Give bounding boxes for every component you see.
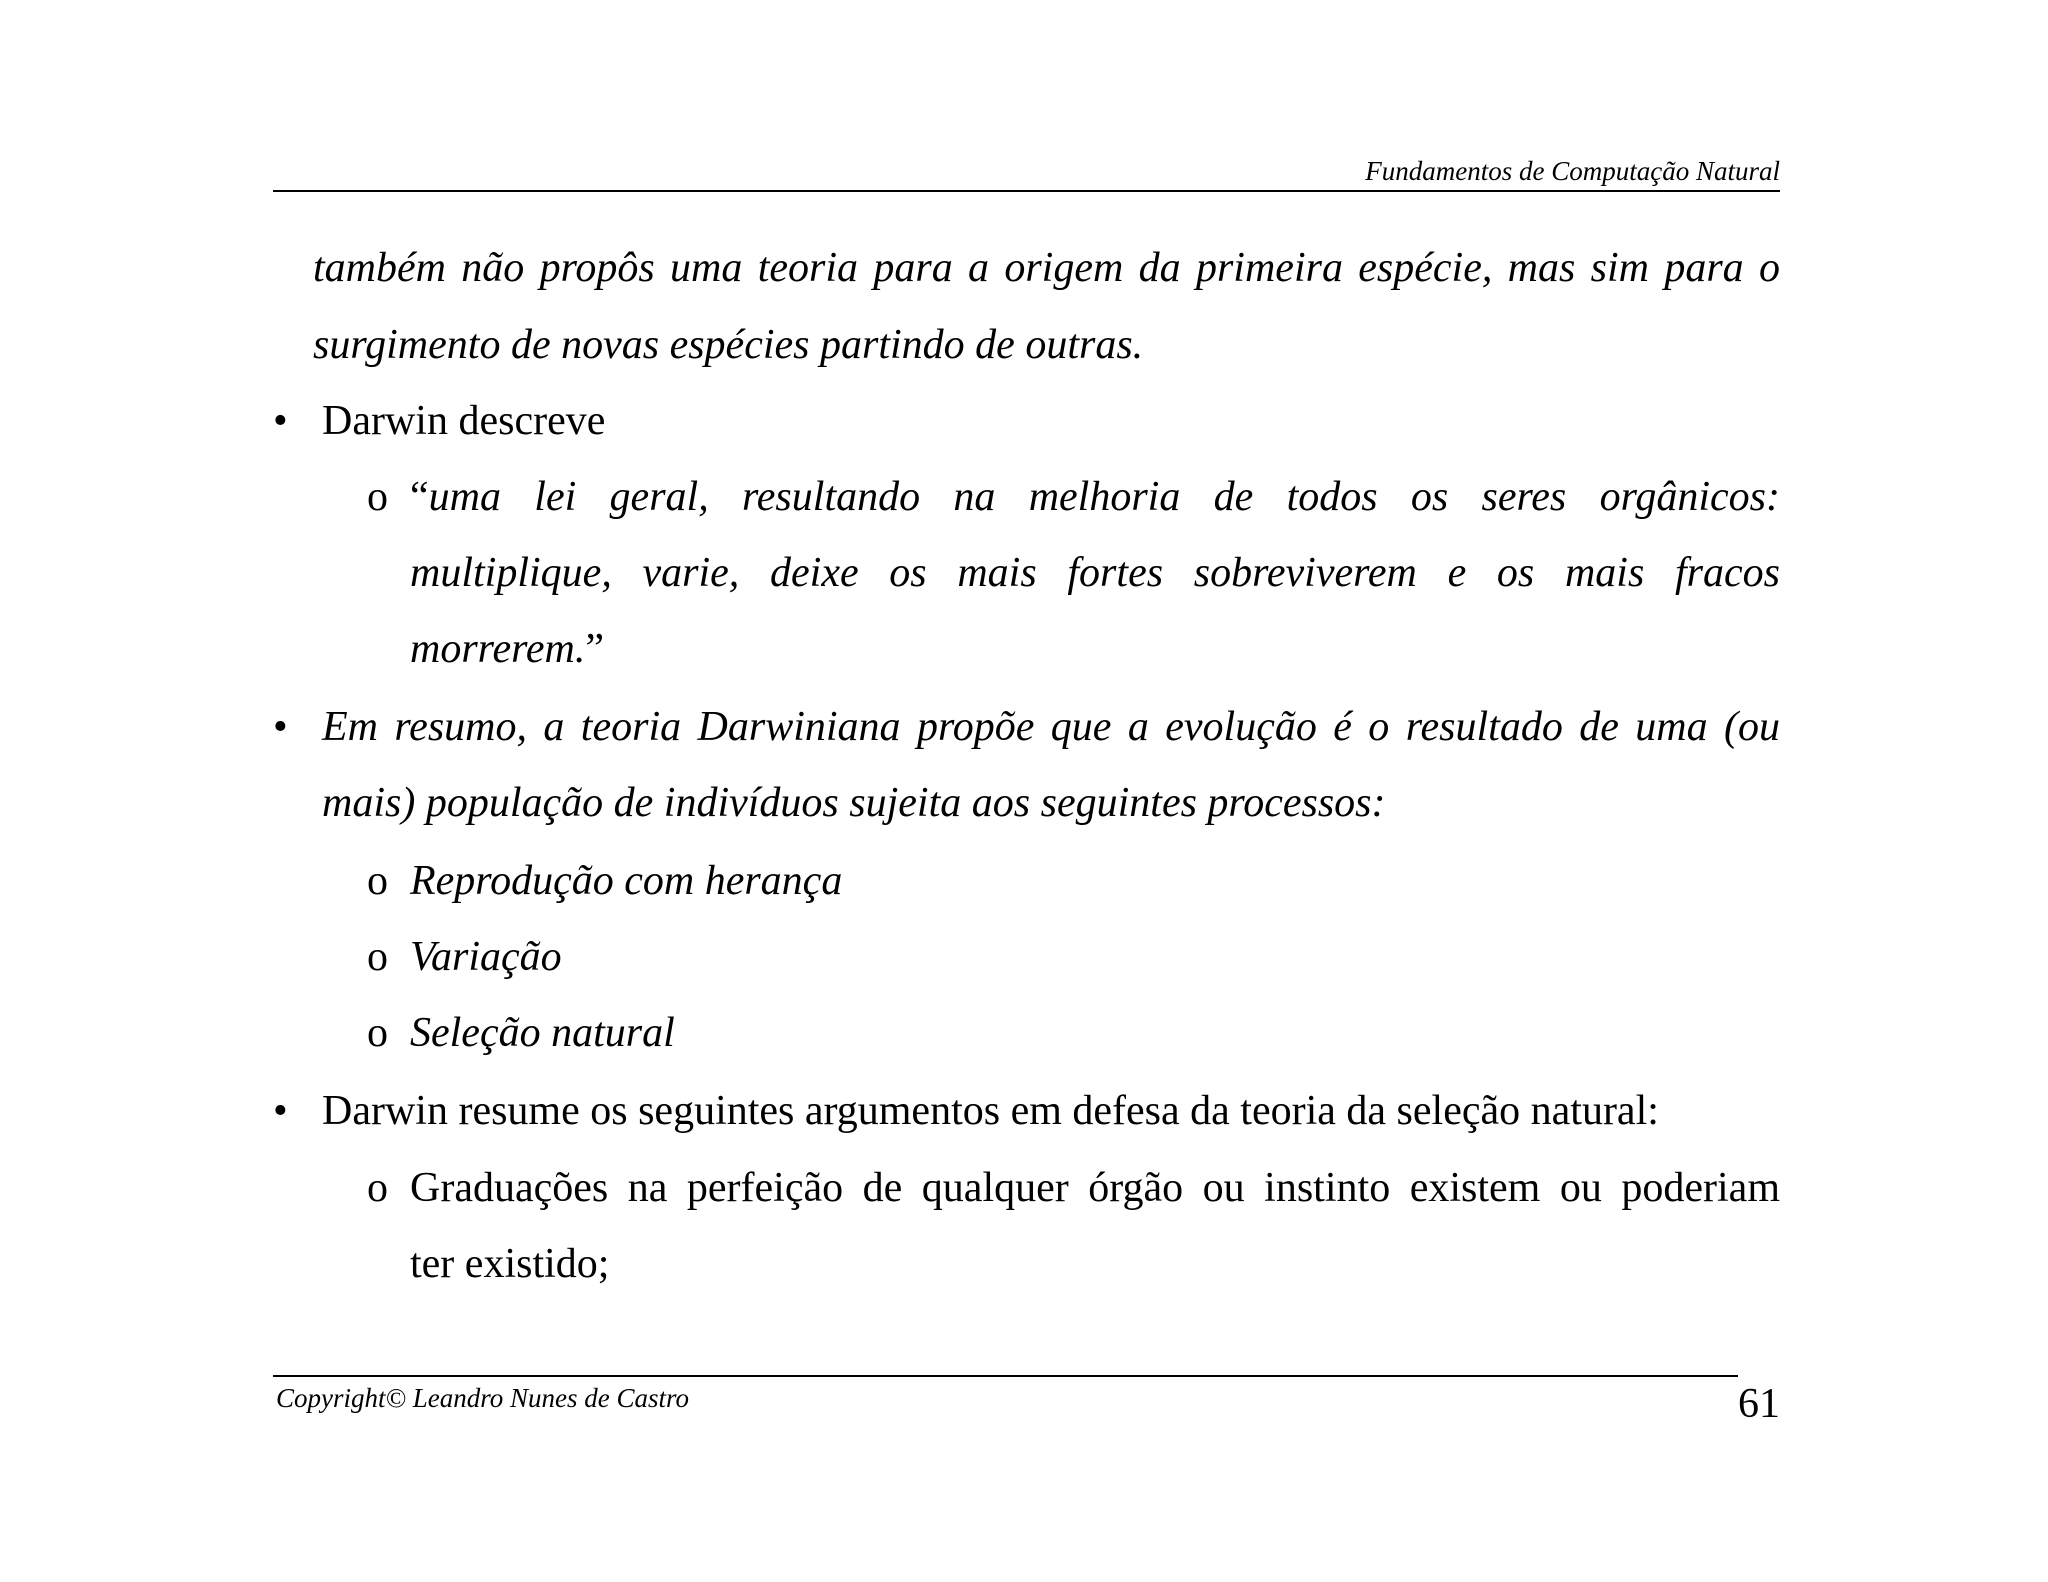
quote-line-2: multiplique, varie, deixe os mais fortes sobreviverem e os mais fracos <box>410 550 1780 596</box>
sub-bullet-marker: o <box>367 934 388 980</box>
close-quote: ” <box>585 626 605 672</box>
header-rule <box>273 190 1780 192</box>
bullet-marker: • <box>273 398 288 444</box>
sub-item-selecao: Seleção natural <box>410 1010 675 1056</box>
running-header: Fundamentos de Computação Natural <box>1365 156 1780 186</box>
sub-bullet-marker: o <box>367 474 388 520</box>
argument-line-1: Graduações na perfeição de qualquer órgão ou instinto existem ou poderiam <box>410 1165 1780 1211</box>
sub-bullet-marker: o <box>367 1010 388 1056</box>
bullet-3-text: Darwin resume os seguintes argumentos em defesa da teoria da seleção natural: <box>322 1088 1659 1134</box>
sub-item-variacao: Variação <box>410 934 562 980</box>
quote-line-3 <box>410 624 604 674</box>
continuation-line-2: surgimento de novas espécies partindo de outras. <box>313 322 1144 368</box>
bullet-marker: • <box>273 1088 288 1134</box>
quote-line-1-text: uma lei geral, resultando na melhoria de todos os seres orgânicos: <box>428 474 1780 520</box>
argument-line-2: ter existido; <box>410 1241 610 1287</box>
continuation-line-1: também não propôs uma teoria para a origem da primeira espécie, mas sim para o <box>313 245 1780 291</box>
quote-line-3-text: morrerem. <box>410 626 586 672</box>
sub-bullet-marker: o <box>367 858 388 904</box>
page-number: 61 <box>1738 1381 1780 1427</box>
bullet-2-line-2: mais) população de indivíduos sujeita aos seguintes processos: <box>322 780 1386 826</box>
sub-bullet-marker: o <box>367 1165 388 1211</box>
footer-rule <box>273 1375 1738 1377</box>
bullet-marker: • <box>273 704 288 750</box>
bullet-1-text: Darwin descreve <box>322 398 606 444</box>
bullet-2-line-1: Em resumo, a teoria Darwiniana propõe que a evolução é o resultado de uma (ou <box>322 704 1780 750</box>
open-quote: “ <box>410 474 429 520</box>
quote-line-1 <box>410 472 1780 522</box>
sub-item-reproducao: Reprodução com herança <box>410 858 843 904</box>
copyright: Copyright© Leandro Nunes de Castro <box>276 1383 690 1413</box>
